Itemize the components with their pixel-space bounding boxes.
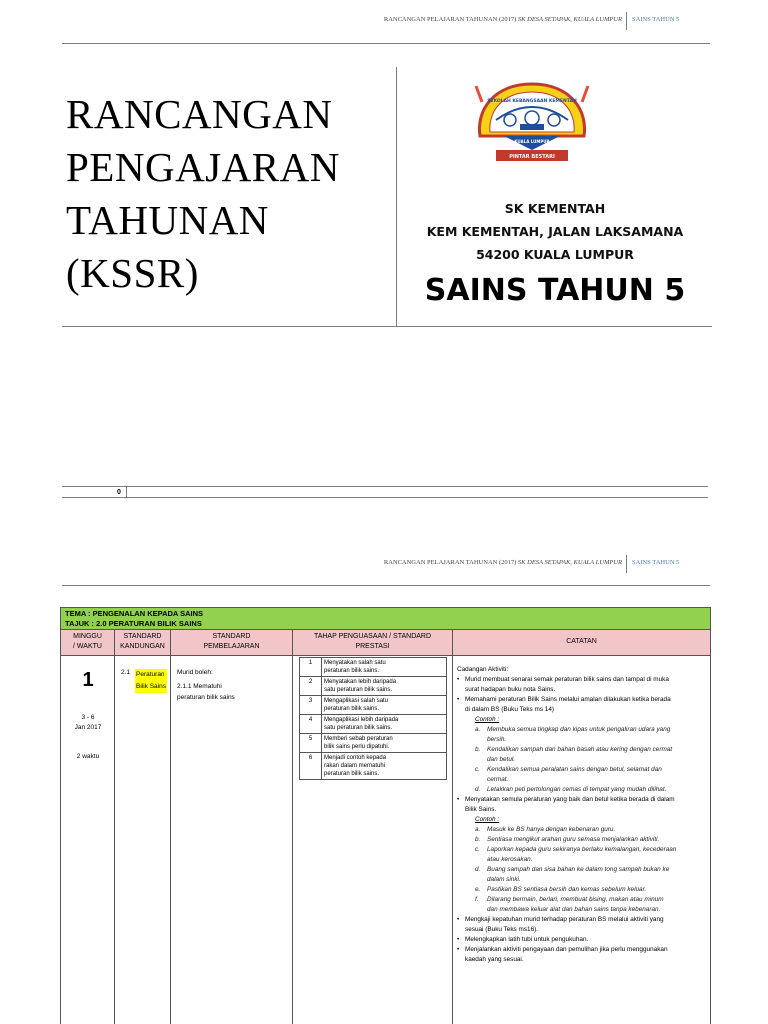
cover-title-line: RANCANGAN <box>66 91 333 137</box>
page-number: 0 <box>117 489 121 496</box>
table-body-row <box>61 655 710 1024</box>
sp-item: 2.1.1 Mematuhi peraturan bilik sains <box>177 683 235 701</box>
school-name: SK KEMENTAH <box>504 201 606 216</box>
cover-title <box>66 88 340 300</box>
header-text: RANCANGAN PELAJARAN TAHUNAN (2017) SK DESA SETAPAK, KUALA LUMPUR <box>383 16 622 23</box>
page-header-2 <box>0 559 768 579</box>
week-number: 1 <box>82 669 94 691</box>
header-separator-2 <box>626 555 627 573</box>
level-number: 4 <box>300 715 322 734</box>
activity-item: • Memahami peraturan Bilik Sains melalui amalan dilakukan ketika berada di dalam BS (Buku Teks ms 14) <box>457 695 707 715</box>
page2-top-rule <box>62 585 710 586</box>
level-row <box>300 677 447 696</box>
cell-standard-kandungan <box>115 656 171 1024</box>
level-number: 2 <box>300 677 322 696</box>
example-item: e. Pastikan BS sentiasa bersih dan kemas sebelum keluar. <box>475 886 647 893</box>
header-catatan: CATATAN <box>566 638 597 645</box>
level-number: 6 <box>300 753 322 780</box>
level-description: Menjadi contoh kepada rakan dalam mematuhi peraturan bilik sains. <box>322 753 447 780</box>
sk-name: Peraturan Bilik Sains <box>135 669 167 693</box>
header-subject-2: SAINS TAHUN 5 <box>632 559 680 566</box>
activity-item: • Menyatakan semula peraturan yang baik dan betul ketika berada di dalam Bilik Sains. <box>457 795 707 815</box>
level-row <box>300 734 447 753</box>
sk-code: 2.1 <box>121 669 131 676</box>
cell-catatan <box>453 656 710 1024</box>
theme-bar <box>61 608 710 629</box>
footer-rule <box>62 486 708 487</box>
example-item: c. Laporkan kepada guru sekiranya berlaku kemalangan, kecederaan atau kerosakan. <box>475 846 677 863</box>
header-standard-pembelajaran: STANDARD PEMBELAJARAN <box>171 630 293 656</box>
example-label: Contoh : <box>475 716 500 723</box>
cover-rule <box>62 326 712 327</box>
example-item: f. Dilarang bermain, berlari, membuat bising, makan atau minum dan membawa keluar alat dan bahan sains tanpa kebenaran. <box>475 896 664 913</box>
example-item: a. Membuka semua tingkap dan kipas untuk pengaliran udara yang bersih. <box>475 726 671 743</box>
school-postcode: 54200 KUALA LUMPUR <box>476 247 634 262</box>
example-item: a. Masuk ke BS hanya dengan kebenaran guru. <box>475 826 616 833</box>
activity-item: • Murid membuat senarai semak peraturan bilik sains dan tampal di muka surat hadapan buku nota Sains. <box>457 675 707 695</box>
example-item: b. Sentiasa mengikut arahan guru semasa menjalankan aktiviti. <box>475 836 660 843</box>
logo-motto: PINTAR BESTARI <box>509 154 555 160</box>
school-address: KEM KEMENTAH, JALAN LAKSAMANA <box>426 224 684 239</box>
topic-text: TAJUK : 2.0 PERATURAN BILIK SAINS <box>65 619 202 628</box>
header-separator <box>626 12 627 30</box>
page-header <box>0 16 768 36</box>
activity-heading: Cadangan Aktiviti: <box>457 666 509 673</box>
activity-item: • Melengkapkan latih tubi untuk pengukuhan. <box>457 935 707 945</box>
example-item: b. Kendalikan sampah dan bahan basah atau kering dengan cermat dan betul. <box>475 746 673 763</box>
activity-item: • Menjalankan aktiviti pengayaan dan pemulihan jika perlu menggunakan kaedah yang sesuai. <box>457 945 707 965</box>
header-standard-kandungan: STANDARD KANDUNGAN <box>115 630 171 656</box>
top-rule <box>62 43 710 44</box>
level-description: Menyatakan lebih daripada satu peraturan bilik sains. <box>322 677 447 696</box>
level-row <box>300 658 447 677</box>
cover-subject: SAINS TAHUN 5 <box>424 273 686 308</box>
school-logo <box>474 80 590 164</box>
example-label: Contoh : <box>475 816 500 823</box>
level-description: Mengaplikasi salah satu peraturan bilik sains. <box>322 696 447 715</box>
level-description: Memberi sebab peraturan bilik sains perlu dipatuhi. <box>322 734 447 753</box>
performance-levels-table <box>299 657 447 780</box>
theme-text: TEMA : PENGENALAN KEPADA SAINS <box>65 609 204 618</box>
cell-tahap-penguasaan <box>293 656 453 1024</box>
header-minggu: MINGGU / WAKTU <box>61 630 115 656</box>
header-tahap-penguasaan: TAHAP PENGUASAAN / STANDARD PRESTASI <box>293 630 453 656</box>
example-item: d. Buang sampah dan sisa bahan ke dalam tong sampah bukan ke dalam sinki. <box>475 866 670 883</box>
catatan-content <box>457 665 707 965</box>
level-row <box>300 696 447 715</box>
cover-divider <box>396 67 397 326</box>
example-item: d. Letakkan peti pertolongan cemas di tempat yang mudah dilihat. <box>475 786 667 793</box>
cell-minggu <box>61 656 115 1024</box>
table-header-row <box>61 629 710 655</box>
week-time: 2 waktu <box>76 753 100 760</box>
cover-title-line: (KSSR) <box>66 250 199 296</box>
level-description: Menyatakan salah satu peraturan bilik sains. <box>322 658 447 677</box>
level-number: 3 <box>300 696 322 715</box>
example-item: c. Kendalikan semua peralatan sains dengan betul, selamat dan cermat. <box>475 766 662 783</box>
week-dates: 3 - 6 Jan 2017 <box>74 714 102 731</box>
cover-title-line: TAHUNAN <box>66 197 269 243</box>
cover-title-line: PENGAJARAN <box>66 144 340 190</box>
level-number: 1 <box>300 658 322 677</box>
cell-standard-pembelajaran <box>171 656 293 1024</box>
lesson-plan-table <box>60 607 711 1024</box>
level-row <box>300 753 447 780</box>
header-text-2: RANCANGAN PELAJARAN TAHUNAN (2017) SK DESA SETAPAK, KUALA LUMPUR <box>383 559 622 566</box>
page-bottom-rule <box>62 497 708 498</box>
level-number: 5 <box>300 734 322 753</box>
logo-top-text: SEKOLAH KEBANGSAAN KEMENTAH <box>487 99 577 104</box>
school-info <box>400 197 710 266</box>
logo-bottom-text: KUALA LUMPUR <box>514 139 550 144</box>
level-description: Mengaplikasi lebih daripada satu peraturan bilik sains. <box>322 715 447 734</box>
level-row <box>300 715 447 734</box>
activity-item: • Mengkaji kepatuhan murid terhadap peraturan BS melalui aktiviti yang sesuai (Buku Teks ms16). <box>457 915 707 935</box>
header-subject: SAINS TAHUN 5 <box>632 16 680 23</box>
sp-intro: Murid boleh: <box>177 669 213 676</box>
